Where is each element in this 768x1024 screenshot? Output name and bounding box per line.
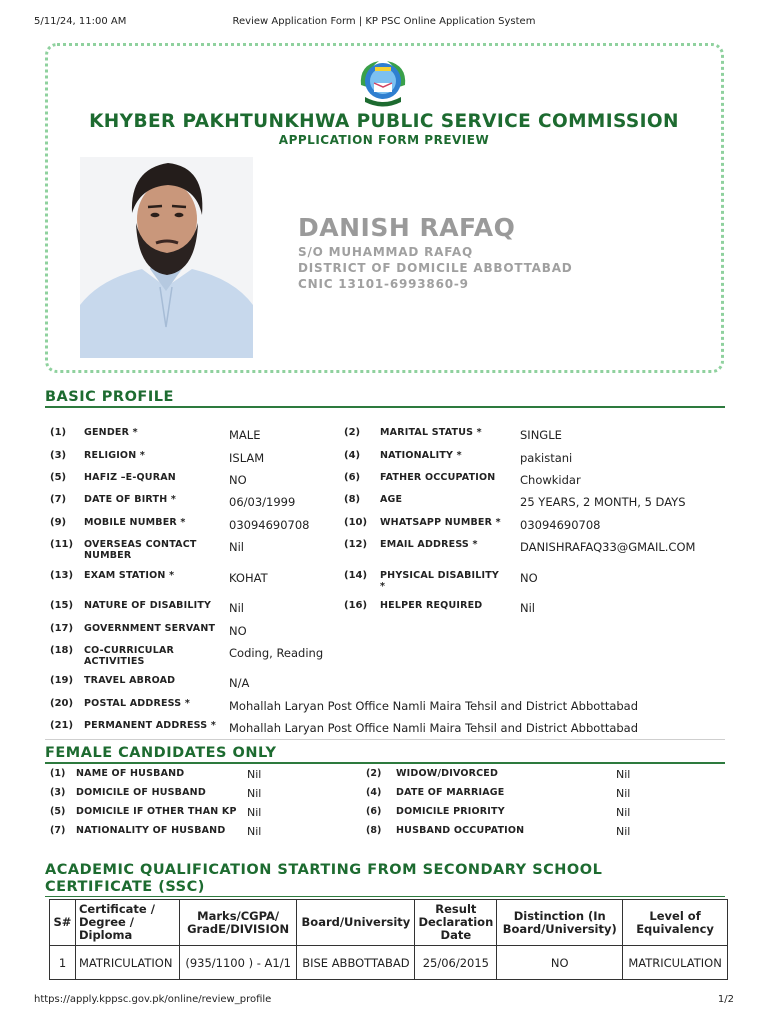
field-label: DOMICILE PRIORITY	[396, 806, 505, 817]
field-label: DOMICILE OF HUSBAND	[76, 787, 206, 798]
field-value: 06/03/1999	[229, 495, 296, 509]
female-row	[0, 787, 768, 806]
table-row	[50, 946, 728, 980]
column-header: S#	[50, 900, 76, 946]
field-label: DATE OF MARRIAGE	[396, 787, 505, 798]
field-value: Nil	[520, 601, 535, 615]
field-value: DANISHRAFAQ33@GMAIL.COM	[520, 540, 696, 554]
field-label: TRAVEL ABROAD	[84, 675, 176, 686]
field-number: (2)	[366, 768, 382, 779]
table-cell: 1	[50, 946, 76, 980]
field-number: (11)	[50, 539, 74, 550]
field-value: NO	[520, 571, 538, 585]
section-divider	[45, 762, 725, 764]
table-cell: 25/06/2015	[415, 946, 497, 980]
field-number: (21)	[50, 720, 74, 731]
field-label: GENDER *	[84, 427, 138, 438]
column-header: Result Declaration Date	[415, 900, 497, 946]
field-value: pakistani	[520, 451, 573, 465]
field-number: (5)	[50, 806, 66, 817]
section-divider	[45, 896, 725, 897]
field-label: HELPER REQUIRED	[380, 600, 483, 611]
field-label: MARITAL STATUS *	[380, 427, 482, 438]
print-header	[0, 16, 768, 30]
candidate-parent: S/O MUHAMMAD RAFAQ	[298, 245, 473, 259]
field-number: (7)	[50, 825, 66, 836]
field-label: EXAM STATION *	[84, 570, 175, 581]
field-label: POSTAL ADDRESS *	[84, 698, 190, 709]
page-url-link[interactable]: https://apply.kppsc.gov.pk/online/review_profile	[34, 994, 272, 1005]
field-value: Nil	[616, 768, 631, 781]
field-label: NATIONALITY *	[380, 450, 462, 461]
field-label: NAME OF HUSBAND	[76, 768, 185, 779]
field-label: AGE	[380, 494, 403, 505]
print-page-title: Review Application Form | KP PSC Online Application System	[232, 16, 536, 27]
field-number: (2)	[344, 427, 361, 438]
field-value: Nil	[247, 806, 262, 819]
column-header: Board/University	[297, 900, 415, 946]
section-divider	[45, 739, 725, 740]
academic-title-line1: ACADEMIC QUALIFICATION STARTING FROM SECONDARY SCHOOL	[45, 862, 603, 878]
table-cell: (935/1100 ) - A1/1	[179, 946, 297, 980]
academic-title-line2: CERTIFICATE (SSC)	[45, 879, 205, 895]
column-header: Distinction (In Board/University)	[497, 900, 623, 946]
female-row	[0, 806, 768, 825]
field-value: ISLAM	[229, 451, 265, 465]
candidate-cnic: CNIC 13101-6993860-9	[298, 277, 469, 291]
field-label: PERMANENT ADDRESS *	[84, 720, 217, 731]
field-value: Mohallah Laryan Post Office Namli Maira Tehsil and District Abbottabad	[229, 699, 639, 713]
candidate-photo	[80, 157, 253, 358]
section-divider	[45, 406, 725, 408]
basic-profile-title: BASIC PROFILE	[45, 389, 174, 405]
field-number: (1)	[50, 768, 66, 779]
field-number: (8)	[344, 494, 361, 505]
field-value: Nil	[229, 540, 244, 554]
field-number: (4)	[366, 787, 382, 798]
field-label: RELIGION *	[84, 450, 146, 461]
field-label: GOVERNMENT SERVANT	[84, 623, 216, 634]
candidate-domicile: DISTRICT OF DOMICILE ABBOTTABAD	[298, 261, 573, 275]
table-cell: MATRICULATION	[623, 946, 728, 980]
field-value: 25 YEARS, 2 MONTH, 5 DAYS	[520, 495, 686, 509]
field-number: (3)	[50, 787, 66, 798]
field-value: Mohallah Laryan Post Office Namli Maira Tehsil and District Abbottabad	[229, 721, 639, 735]
column-header: Certificate / Degree / Diploma	[75, 900, 179, 946]
field-label: FATHER OCCUPATION	[380, 472, 496, 483]
field-number: (1)	[50, 427, 67, 438]
field-number: (15)	[50, 600, 74, 611]
print-datetime: 5/11/24, 11:00 AM	[34, 16, 127, 27]
field-label: OVERSEAS CONTACT NUMBER	[84, 539, 197, 561]
field-number: (9)	[50, 517, 67, 528]
field-number: (10)	[344, 517, 368, 528]
field-number: (3)	[50, 450, 67, 461]
field-value: Nil	[616, 825, 631, 838]
field-number: (14)	[344, 570, 368, 581]
field-value: Chowkidar	[520, 473, 581, 487]
field-value: Nil	[616, 806, 631, 819]
field-number: (5)	[50, 472, 67, 483]
field-value: Coding, Reading	[229, 646, 324, 660]
field-label: NATURE OF DISABILITY	[84, 600, 212, 611]
field-number: (12)	[344, 539, 368, 550]
field-value: 03094690708	[229, 518, 310, 532]
female-section-title: FEMALE CANDIDATES ONLY	[45, 745, 277, 761]
field-number: (6)	[366, 806, 382, 817]
female-row	[0, 825, 768, 844]
female-row	[0, 768, 768, 787]
field-number: (18)	[50, 645, 74, 656]
field-value: SINGLE	[520, 428, 562, 442]
column-header: Marks/CGPA/ GradE/DIVISION	[179, 900, 297, 946]
field-label: DOMICILE IF OTHER THAN KP	[76, 806, 237, 817]
form-subtitle: APPLICATION FORM PREVIEW	[278, 133, 490, 147]
field-label: EMAIL ADDRESS *	[380, 539, 478, 550]
page-number: 1/2	[717, 994, 734, 1005]
field-number: (7)	[50, 494, 67, 505]
field-value: NO	[229, 473, 247, 487]
table-cell: BISE ABBOTTABAD	[297, 946, 415, 980]
column-header: Level of Equivalency	[623, 900, 728, 946]
field-number: (13)	[50, 570, 74, 581]
field-label: HAFIZ –E-QURAN	[84, 472, 176, 483]
field-value: Nil	[229, 601, 244, 615]
field-label: MOBILE NUMBER *	[84, 517, 186, 528]
field-number: (8)	[366, 825, 382, 836]
field-value: NO	[229, 624, 247, 638]
field-label: DATE OF BIRTH *	[84, 494, 177, 505]
field-number: (19)	[50, 675, 74, 686]
candidate-name: DANISH RAFAQ	[298, 213, 516, 242]
field-value: KOHAT	[229, 571, 268, 585]
field-number: (20)	[50, 698, 74, 709]
table-cell: MATRICULATION	[75, 946, 179, 980]
org-title: KHYBER PAKHTUNKHWA PUBLIC SERVICE COMMISSION	[89, 111, 679, 132]
kppsc-logo-icon	[355, 55, 411, 111]
field-number: (16)	[344, 600, 368, 611]
field-value: Nil	[247, 768, 262, 781]
table-header-row	[50, 900, 728, 946]
field-value: Nil	[247, 787, 262, 800]
field-value: MALE	[229, 428, 261, 442]
field-label: PHYSICAL DISABILITY *	[380, 570, 499, 592]
field-label: CO-CURRICULAR ACTIVITIES	[84, 645, 175, 667]
field-number: (4)	[344, 450, 361, 461]
field-value: Nil	[616, 787, 631, 800]
field-number: (17)	[50, 623, 74, 634]
field-value: 03094690708	[520, 518, 601, 532]
academic-table	[49, 899, 728, 980]
field-value: Nil	[247, 825, 262, 838]
field-value: N/A	[229, 676, 250, 690]
field-label: HUSBAND OCCUPATION	[396, 825, 525, 836]
table-cell: NO	[497, 946, 623, 980]
field-label: WIDOW/DIVORCED	[396, 768, 499, 779]
field-label: WHATSAPP NUMBER *	[380, 517, 501, 528]
field-label: NATIONALITY OF HUSBAND	[76, 825, 226, 836]
field-number: (6)	[344, 472, 361, 483]
